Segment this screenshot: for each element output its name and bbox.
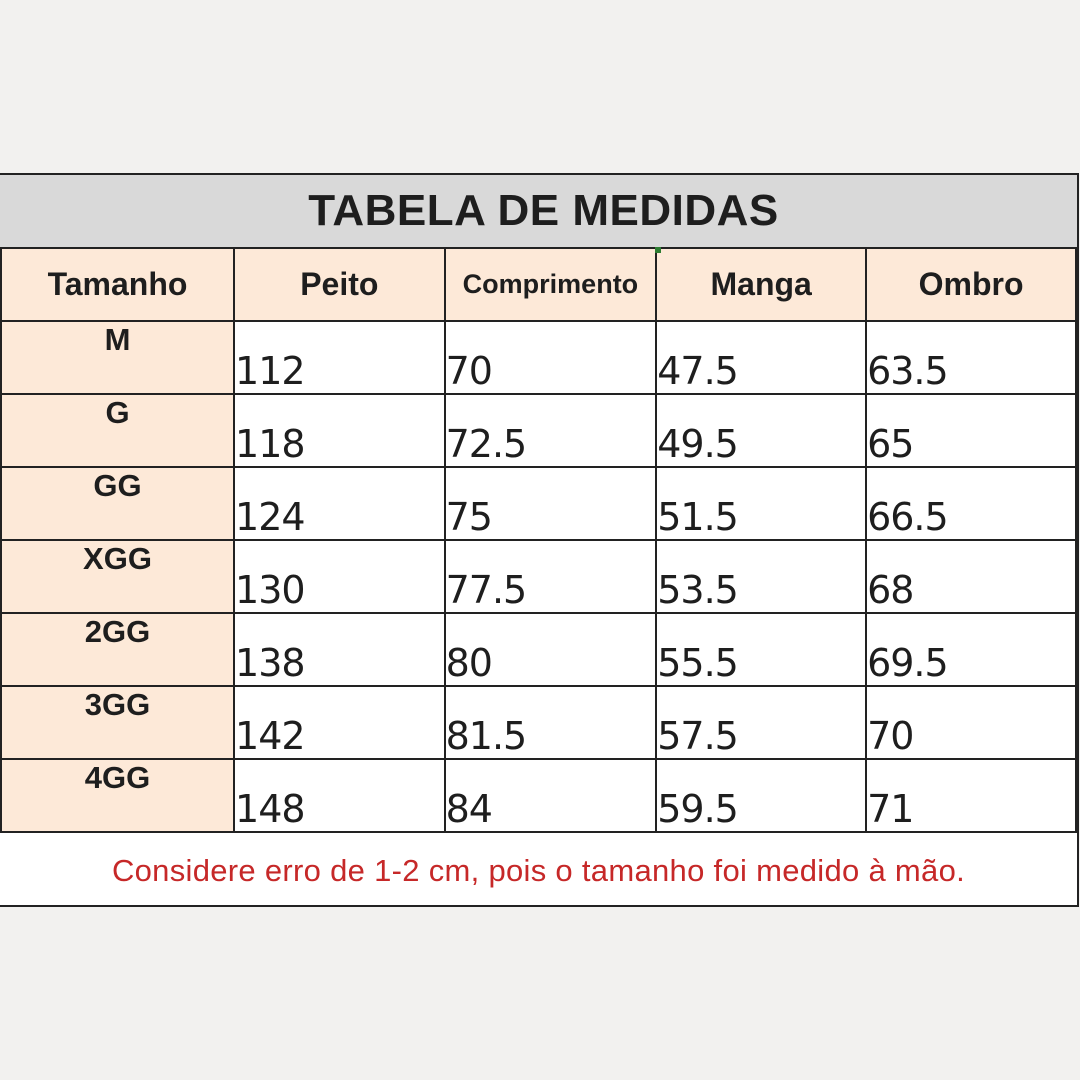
peito-cell: 142 [234, 686, 445, 759]
ombro-cell: 68 [866, 540, 1076, 613]
peito-cell: 138 [234, 613, 445, 686]
manga-cell: 51.5 [656, 467, 866, 540]
peito-cell: 124 [234, 467, 445, 540]
comprimento-cell: 81.5 [445, 686, 657, 759]
note-row [0, 835, 1077, 907]
ombro-cell: 70 [866, 686, 1076, 759]
header-comprimento: Comprimento [445, 248, 657, 321]
size-cell: 3GG [1, 686, 234, 759]
peito-cell: 130 [234, 540, 445, 613]
manga-cell: 47.5 [656, 321, 866, 394]
title-row [0, 175, 1077, 249]
ombro-cell: 69.5 [866, 613, 1076, 686]
header-peito: Peito [234, 248, 445, 321]
comprimento-cell: 72.5 [445, 394, 657, 467]
table-row [1, 686, 1076, 759]
ombro-cell: 66.5 [866, 467, 1076, 540]
measurement-note: Considere erro de 1-2 cm, pois o tamanho foi medido à mão. [111, 853, 966, 888]
size-chart-sheet [0, 173, 1079, 907]
cell-corner-marker [655, 247, 661, 253]
table-row [1, 321, 1076, 394]
ombro-cell: 63.5 [866, 321, 1076, 394]
manga-cell: 49.5 [656, 394, 866, 467]
comprimento-cell: 84 [445, 759, 657, 832]
page-title: TABELA DE MEDIDAS [308, 186, 779, 235]
size-cell: G [1, 394, 234, 467]
table-row [1, 613, 1076, 686]
table-row [1, 540, 1076, 613]
comprimento-cell: 75 [445, 467, 657, 540]
table-row [1, 759, 1076, 832]
comprimento-cell: 70 [445, 321, 657, 394]
header-ombro: Ombro [866, 248, 1076, 321]
header-row [1, 248, 1076, 321]
header-tamanho: Tamanho [1, 248, 234, 321]
manga-cell: 53.5 [656, 540, 866, 613]
manga-cell: 55.5 [656, 613, 866, 686]
table-row [1, 467, 1076, 540]
size-cell: 4GG [1, 759, 234, 832]
peito-cell: 112 [234, 321, 445, 394]
header-manga: Manga [656, 248, 866, 321]
size-cell: M [1, 321, 234, 394]
table-row [1, 394, 1076, 467]
comprimento-cell: 80 [445, 613, 657, 686]
ombro-cell: 71 [866, 759, 1076, 832]
peito-cell: 118 [234, 394, 445, 467]
manga-cell: 59.5 [656, 759, 866, 832]
manga-cell: 57.5 [656, 686, 866, 759]
comprimento-cell: 77.5 [445, 540, 657, 613]
ombro-cell: 65 [866, 394, 1076, 467]
size-cell: GG [1, 467, 234, 540]
size-cell: XGG [1, 540, 234, 613]
peito-cell: 148 [234, 759, 445, 832]
size-table [0, 247, 1077, 833]
size-cell: 2GG [1, 613, 234, 686]
